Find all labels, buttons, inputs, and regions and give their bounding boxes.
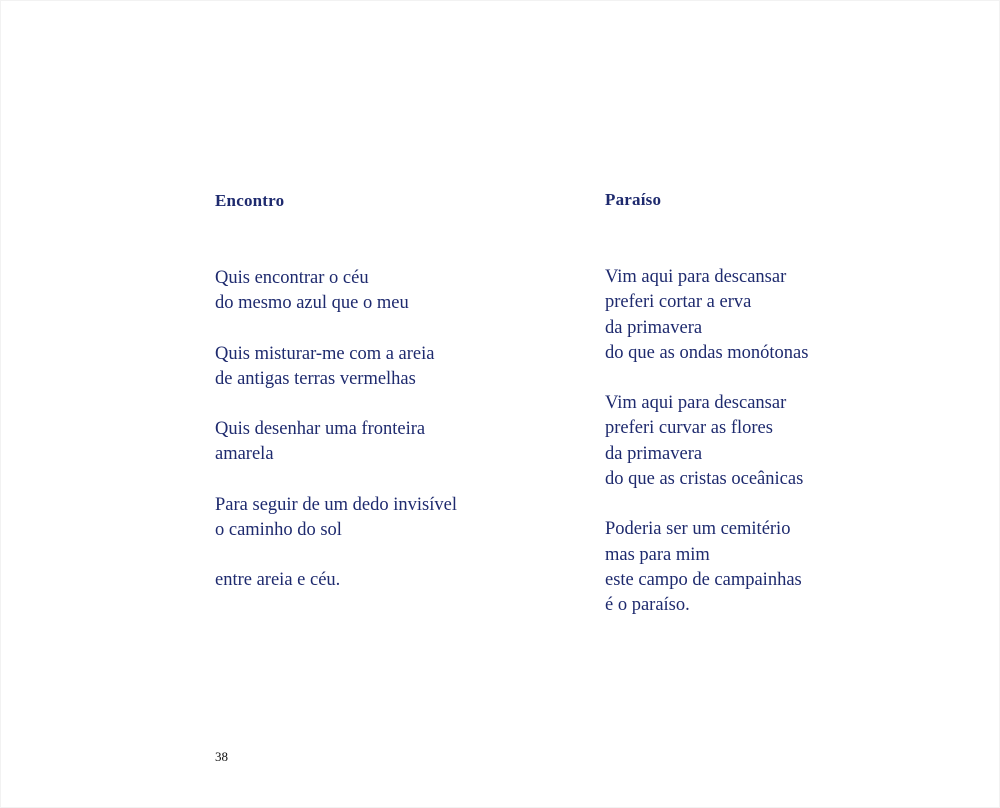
verse-line: da primavera (605, 317, 703, 338)
verse-line: é o paraíso. (605, 595, 690, 616)
verse-line: do que as cristas oceânicas (605, 469, 804, 490)
stanza (215, 342, 545, 393)
verse-line: amarela (215, 444, 274, 465)
stanza (605, 265, 965, 366)
verse-line: este campo de campainhas (605, 569, 802, 590)
poem-encontro (215, 191, 545, 619)
verse-line: de antigas terras vermelhas (215, 368, 416, 389)
verse-line: preferi cortar a erva (605, 292, 752, 313)
page-number: 38 (215, 749, 228, 764)
verse-line: Quis misturar-me com a areia (215, 343, 435, 364)
stanza (215, 493, 545, 544)
verse-line: do que as ondas monótonas (605, 342, 809, 363)
verse-line: entre areia e céu. (215, 570, 341, 591)
poem-title: Encontro (215, 191, 285, 210)
verse-line: Poderia ser um cemitério (605, 519, 791, 540)
stanza (605, 517, 965, 618)
poem-body (215, 266, 545, 594)
poem-title: Paraíso (605, 190, 662, 209)
poem-body (605, 265, 965, 619)
verse-line: do mesmo azul que o meu (215, 293, 409, 314)
verse-line: Vim aqui para descansar (605, 393, 787, 414)
verse-line: Quis desenhar uma fronteira (215, 419, 426, 440)
stanza (215, 266, 545, 317)
poem-paraiso (605, 190, 965, 644)
verse-line: da primavera (605, 443, 703, 464)
stanza (215, 568, 545, 593)
verse-line: mas para mim (605, 544, 710, 565)
verse-line: Vim aqui para descansar (605, 267, 787, 287)
stanza (215, 417, 545, 468)
verse-line: o caminho do sol (215, 520, 342, 541)
verse-line: Para seguir de um dedo invisível (215, 494, 457, 515)
stanza (605, 391, 965, 492)
verse-line: Quis encontrar o céu (215, 268, 369, 288)
verse-line: preferi curvar as flores (605, 418, 773, 439)
